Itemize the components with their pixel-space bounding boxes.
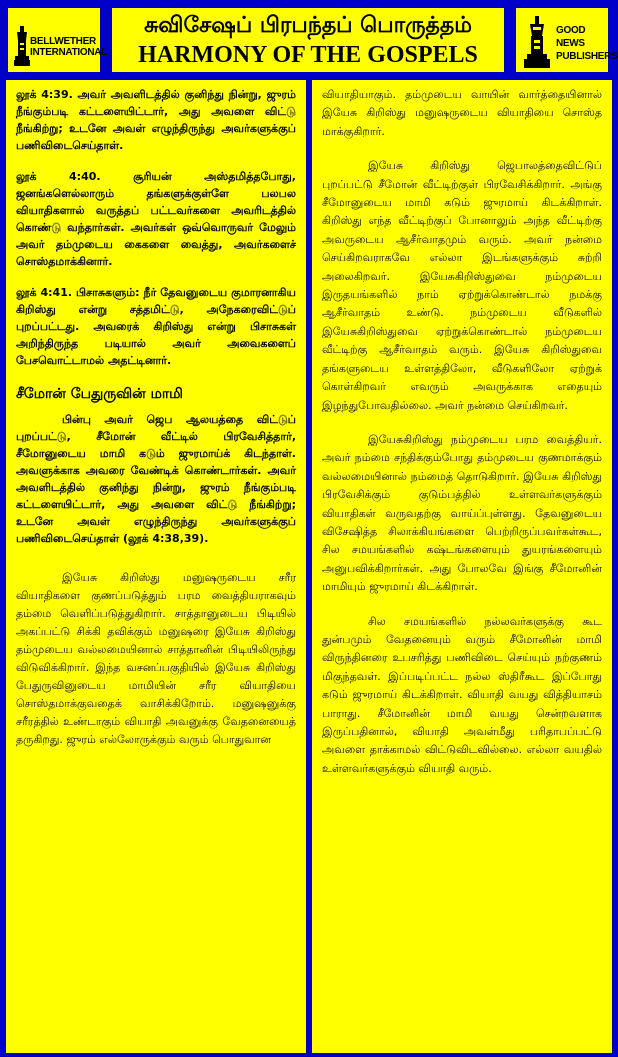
bellwether-emblem-icon [14,26,30,66]
verse-luke-4-39: லூக் 4:39. அவர் அவளிடத்தில் குனிந்து நின்று, ஜுரம் நீங்கும்படி கட்டளையிட்டார், அது அவளை விட்டு நீங்கிற்று; உடனே அவள் எழுந்திருந்து அவர்களுக்குப் பணிவிடைசெய்தாள். [16,88,296,152]
good-news-emblem-icon [522,16,552,68]
good-news-logo [514,6,618,74]
commentary-paragraph: இயேசு கிறிஸ்து மனுஷருடைய சரீர வியாதிகளை குணப்படுத்தும் பரம வைத்தியராகவும் தம்மை வெளிப்படுத்துகிறார். சாத்தானுடைய பிடியில் அகப்பட்டு சிக்கி தவிக்கும் மனுஷரை இயேசு கிறிஸ்து தம்முடைய வல்லமையினால் சாத்தானின் பிடியிலிருந்து விடுவிக்கிறார். இந்த வசனப்பகுதியில் இயேசு கிறிஸ்து பேதுருவினுடைய மாமியின் சரீர வியாதியை சொஸ்தமாக்குவதைக் வாசிக்கிறோம். மனுஷனுக்கு சரீரத்தில் உண்டாகும் வியாதி அவனுக்கு வேதனையைத் தருகிறது. ஜுரம் எல்லோருக்கும் வரும் பொதுவான [16,571,296,746]
bellwether-logo [6,6,108,74]
right-paragraph-4: சில சமயங்களில் நல்லவர்களுக்கு கூட துன்பமும் வேதனையும் வரும் சீமோனின் மாமி விருந்தினரை உபசரித்து பணிவிடை செய்யும் நற்குணம் மிகுந்தவள். இப்படிப்பட்ட நல்ல ஸ்திரீகூட இப்போது கடும் ஜுரமாய் கிடக்கிறாள். வியாதி வயது வித்தியாசம் பாராது. சீமோனின் மாமி வயது சென்றவளாக இருப்பதினால், வியாதி அவள்மீது பரிதாபப்பட்டு அவளை தாக்காமல் விட்டுவிடவில்லை. எல்லா வயதில் உள்ளவர்களுக்கும் வியாதி வரும். [322,614,602,775]
header [6,6,618,74]
bellwether-line1: BELLWETHER [30,36,96,47]
right-column [312,80,612,1053]
verse-luke-4-40: லூக் 4:40. சூரியன் அஸ்தமித்தபோது, ஜனங்களெல்லாரும் தங்களுக்குள்ளே பலபல வியாதிகளால் வருத்தப் பட்டவர்களை அவரிடத்தில் கொண்டு வந்தார்கள். அவர்கள் ஒவ்வொருவர் மேலும் அவர் தம்முடைய கைகளை வைத்து, அவர்களைச் சொஸ்தமாக்கினார். [16,170,296,268]
right-paragraph-2: இயேசு கிறிஸ்து ஜெபாலத்தைவிட்டுப் புறப்பட்டு சீமோன் வீட்டிற்குள் பிரவேசிக்கிறார். அங்கு சீமோனுடைய மாமி கடும் ஜுரமாய் கிடக்கிறாள். கிறிஸ்து எந்த வீட்டிற்குப் போனாலும் அந்த வீட்டிற்கு அவருடைய ஆசீர்வாதமும் வரும். அவர் நன்மை செய்கிறவராகவே எல்லா இடங்களுக்கும் சுற்றி அலைகிறவர். இயேசுகிறிஸ்துவை நம்முடைய இருதயங்களில் நாம் ஏற்றுக்கொண்டால் நமக்கு ஆசீர்வாதம் உண்டு. நம்முடைய வீடுகளில் இயேசுகிறிஸ்துவை ஏற்றுக்கொண்டால் நம்முடைய வீட்டிற்கு ஆசீர்வாதம் வரும். இயேசு கிறிஸ்துவை தங்களுடைய உள்ளத்திலோ, வீடுகளிலோ ஏற்றுக் கொள்கிறவர் எவரும் அவருக்காக எதையும் இழந்துபோவதில்லை. அவர் நன்மை செய்கிறவர். [322,159,602,412]
right-paragraph-1: வியாதியாகும். தம்முடைய வாயின் வார்த்தையினால் இயேசு கிறிஸ்து மனுஷருடைய வியாதியை சொஸ்த மாக்குகிறார். [322,88,602,138]
bellwether-logo-text [30,36,108,58]
good-news-line2: PUBLISHERS [556,51,618,62]
verse-luke-4-41: லூக் 4:41. பிசாசுகளும்: நீர் தேவனுடைய குமாரனாகிய கிறிஸ்து என்று சத்தமிட்டு, அநேகரைவிட்டுப் புறப்பட்டது. அவரைக் கிறிஸ்து என்று பிசாசுகள் அறிந்திருந்த படியால் அவர் அவைகளைப் பேசவொட்டாமல் அதட்டினார். [16,286,296,367]
good-news-logo-text [556,24,618,63]
section-text: பின்பு அவர் ஜெப ஆலயத்தை விட்டுப் புறப்பட்டு, சீமோன் வீட்டில் பிரவேசித்தார், சீமோனுடைய மாமி கடும் ஜுரமாய்க் கிடந்தாள். அவளுக்காக அவரை வேண்டிக் கொண்டார்கள். அவர் அவளிடத்தில் குனிந்து நின்று, ஜுரம் நீங்கும்படி கட்டளையிட்டார், அது அவளை விட்டு நீங்கிற்று; உடனே அவள் எழுந்திருந்து அவர்களுக்குப் பணிவிடைசெய்தாள் (லூக் 4:38,39). [16,413,296,545]
good-news-line1: GOOD NEWS [556,25,586,49]
bellwether-line2: INTERNATIONAL [30,47,108,58]
title-tamil: சுவிசேஷப் பிரபந்தப் பொருத்தம் [144,13,472,38]
title-banner [110,6,506,74]
title-english: HARMONY OF THE GOSPELS [138,42,478,68]
section-heading: சீமோன் பேதுருவின் மாமி [16,386,183,402]
right-paragraph-3: இயேசுகிறிஸ்து நம்முடைய பரம வைத்தியர். அவர் நம்மை சந்திக்கும்போது தம்முடைய குணமாக்கும் வல்லமையினால் நம்மைத் தொடுகிறார். இயேசு கிறிஸ்து பிரவேசிக்கும் குடும்பத்தில் உள்ளவர்களுக்கும் வியாதிகள் வருவதற்கு வாய்ப்புள்ளது. தேவனுடைய விசேஷித்த சிலாக்கியங்களை பெற்றிருப்பவர்கள்கூட, சில சமயங்களில் கஷ்டங்களையும் துயரங்களையும் அனுபவிக்கிறார்கள். அது போலவே இங்கு சீமோனின் மாமியும் ஜுரமாய் கிடக்கிறாள். [322,432,602,594]
left-column [6,80,306,1053]
